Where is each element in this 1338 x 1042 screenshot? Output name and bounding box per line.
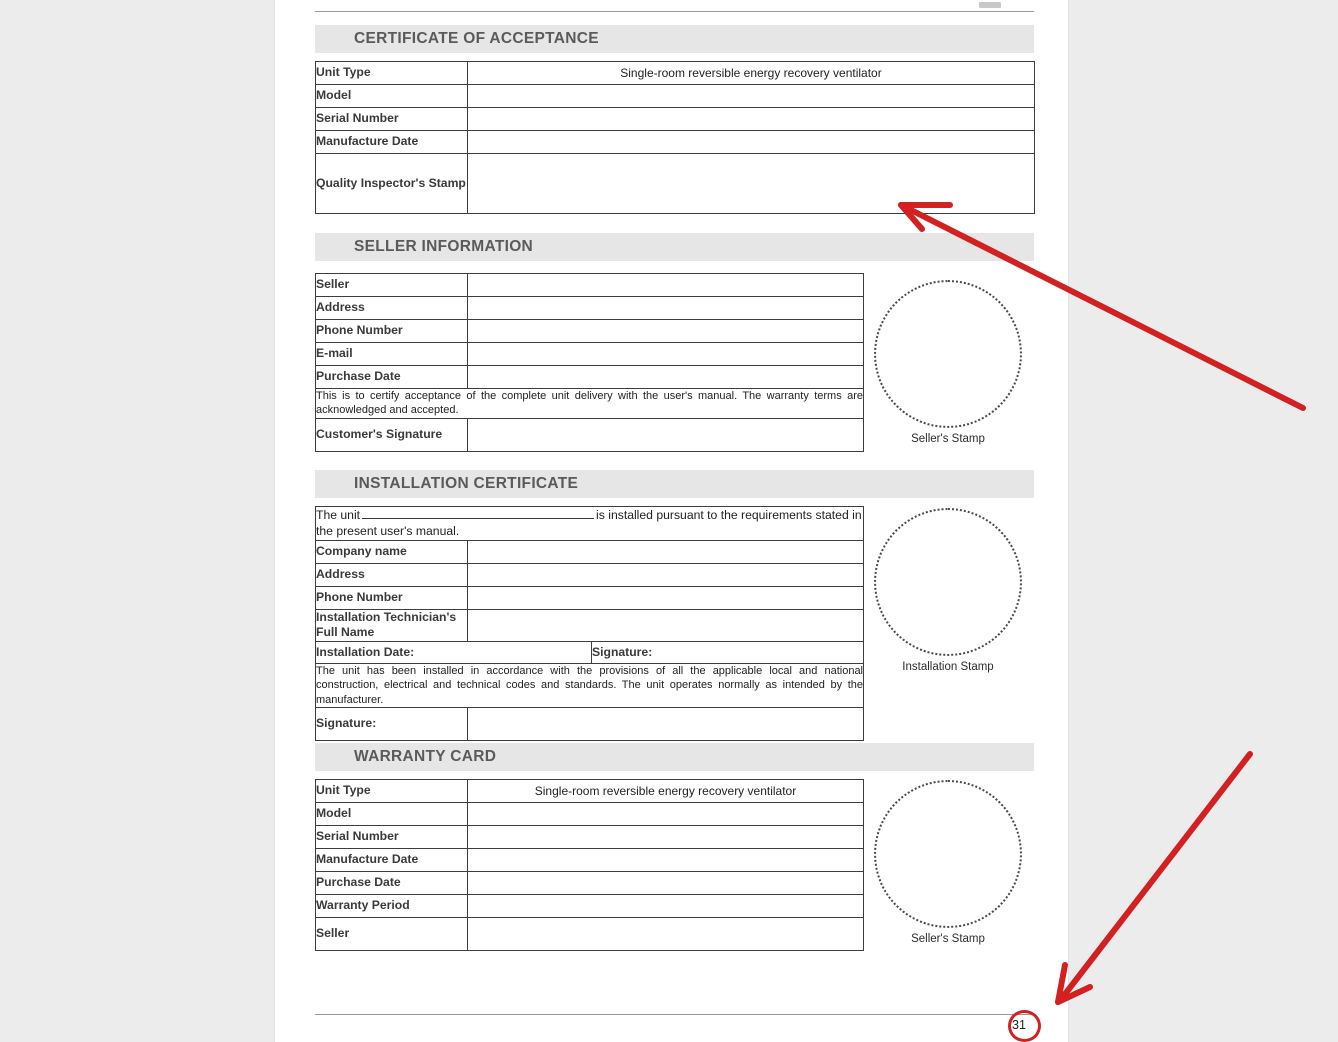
table-row (316, 85, 1035, 108)
section-header-certificate-of-acceptance (315, 25, 1034, 53)
table-row (316, 507, 864, 541)
cell-value-manufacture-date[interactable] (468, 131, 1035, 154)
document-page (275, 0, 1068, 1042)
cell-value-install-phone-number[interactable] (468, 586, 864, 609)
cell-label-seller: Seller (316, 274, 468, 297)
cell-label-quality-inspectors-stamp: Quality Inspector's Stamp (316, 154, 468, 214)
cell-value-technician-full-name[interactable] (468, 609, 864, 641)
section-title-seller-information: SELLER INFORMATION (354, 238, 534, 255)
cell-value-serial-number[interactable] (468, 108, 1035, 131)
table-row (316, 154, 1035, 214)
installation-intro-prefix: The unit (316, 508, 361, 522)
cell-value-warranty-purchase-date[interactable] (468, 872, 864, 895)
table-row (316, 707, 864, 740)
stamp-circle-icon (874, 780, 1022, 928)
installation-intro-suffix: is installed pursuant to the requirements stated in the present user's manual. (316, 508, 862, 539)
cell-value-warranty-unit-type[interactable]: Single-room reversible energy recovery ventilator (468, 780, 864, 803)
installation-unit-blank-field[interactable] (362, 507, 594, 519)
cell-label-model: Model (316, 85, 468, 108)
table-row (316, 418, 864, 451)
table-row (316, 389, 864, 419)
cell-label-email: E-mail (316, 343, 468, 366)
cell-value-customers-signature[interactable] (468, 418, 864, 451)
cell-label-manufacture-date: Manufacture Date (316, 131, 468, 154)
cell-value-phone-number[interactable] (468, 320, 864, 343)
seller-stamp-block-warranty-card (868, 780, 1028, 945)
table-installation-certificate (315, 506, 864, 741)
cell-value-seller[interactable] (468, 274, 864, 297)
cell-value-model[interactable] (468, 85, 1035, 108)
cell-value-address[interactable] (468, 297, 864, 320)
table-row (316, 849, 864, 872)
installation-intro-line (316, 507, 864, 541)
section-title-warranty-card: WARRANTY CARD (354, 748, 497, 765)
cell-value-warranty-period[interactable] (468, 895, 864, 918)
cell-label-serial-number: Serial Number (316, 108, 468, 131)
cell-label-unit-type: Unit Type (316, 62, 468, 85)
cell-label-warranty-period: Warranty Period (316, 895, 468, 918)
cell-label-warranty-unit-type: Unit Type (316, 780, 468, 803)
cell-label-install-address: Address (316, 563, 468, 586)
cell-value-unit-type[interactable]: Single-room reversible energy recovery ventilator (468, 62, 1035, 85)
table-row (316, 663, 864, 707)
cell-label-install-phone-number: Phone Number (316, 586, 468, 609)
cell-value-warranty-serial-number[interactable] (468, 826, 864, 849)
arrow-to-page-number (1058, 754, 1250, 1002)
cell-label-company-name: Company name (316, 540, 468, 563)
cell-label-phone-number: Phone Number (316, 320, 468, 343)
table-row (316, 918, 864, 951)
table-row (316, 563, 864, 586)
section-header-warranty-card (315, 743, 1034, 771)
header-rule (315, 11, 1034, 12)
cell-value-installation-signature[interactable] (468, 707, 864, 740)
cell-value-warranty-model[interactable] (468, 803, 864, 826)
footer-rule (315, 1014, 1034, 1015)
installation-compliance-note: The unit has been installed in accordance with the provisions of all the applicable local and national construction, electrical and technical codes and standards. The unit operates normally as intended by the manufacturer. (316, 664, 864, 706)
table-row (316, 586, 864, 609)
table-seller-information (315, 273, 864, 452)
header-mark (979, 2, 1001, 8)
stamp-caption-warranty-sellers-stamp: Seller's Stamp (911, 933, 985, 945)
table-row (316, 641, 864, 663)
section-header-installation-certificate (315, 470, 1034, 498)
seller-stamp-block-seller-information (868, 280, 1028, 445)
table-row (316, 895, 864, 918)
table-row (316, 872, 864, 895)
cell-label-warranty-manufacture-date: Manufacture Date (316, 849, 468, 872)
table-row (316, 131, 1035, 154)
cell-label-warranty-purchase-date: Purchase Date (316, 872, 468, 895)
cell-value-purchase-date[interactable] (468, 366, 864, 389)
cell-label-warranty-model: Model (316, 803, 468, 826)
installation-stamp-block (868, 508, 1028, 673)
table-row (316, 62, 1035, 85)
cell-value-warranty-manufacture-date[interactable] (468, 849, 864, 872)
cell-value-email[interactable] (468, 343, 864, 366)
page-number: 31 (1012, 1018, 1026, 1032)
cell-label-address: Address (316, 297, 468, 320)
table-row (316, 540, 864, 563)
seller-acceptance-note: This is to certify acceptance of the complete unit delivery with the user's manual. The warranty terms are acknowledged and accepted. (316, 390, 863, 417)
table-row (316, 297, 864, 320)
cell-label-warranty-seller: Seller (316, 918, 468, 951)
table-row (316, 803, 864, 826)
table-row (316, 780, 864, 803)
section-title-installation-certificate: INSTALLATION CERTIFICATE (354, 475, 579, 492)
cell-value-company-name[interactable] (468, 540, 864, 563)
stamp-caption-installation-stamp: Installation Stamp (902, 661, 994, 673)
cell-label-installation-signature: Signature: (316, 707, 468, 740)
cell-value-quality-inspectors-stamp[interactable] (468, 154, 1035, 214)
cell-label-installation-date-signature[interactable]: Signature: (592, 641, 864, 663)
cell-label-customers-signature: Customer's Signature (316, 418, 468, 451)
cell-label-technician-full-name: Installation Technician's Full Name (316, 609, 468, 641)
cell-label-installation-date[interactable]: Installation Date: (316, 641, 592, 663)
stamp-circle-icon (874, 508, 1022, 656)
table-row (316, 343, 864, 366)
stamp-caption-sellers-stamp: Seller's Stamp (911, 433, 985, 445)
table-row (316, 609, 864, 641)
table-row (316, 826, 864, 849)
section-title-certificate-of-acceptance: CERTIFICATE OF ACCEPTANCE (354, 30, 599, 47)
table-certificate-of-acceptance (315, 61, 1035, 214)
table-row (316, 274, 864, 297)
cell-label-warranty-serial-number: Serial Number (316, 826, 468, 849)
table-warranty-card (315, 779, 864, 951)
cell-value-warranty-seller[interactable] (468, 918, 864, 951)
cell-label-purchase-date: Purchase Date (316, 366, 468, 389)
section-header-seller-information (315, 233, 1034, 261)
cell-value-install-address[interactable] (468, 563, 864, 586)
table-row (316, 320, 864, 343)
table-row (316, 366, 864, 389)
table-row (316, 108, 1035, 131)
stamp-circle-icon (874, 280, 1022, 428)
